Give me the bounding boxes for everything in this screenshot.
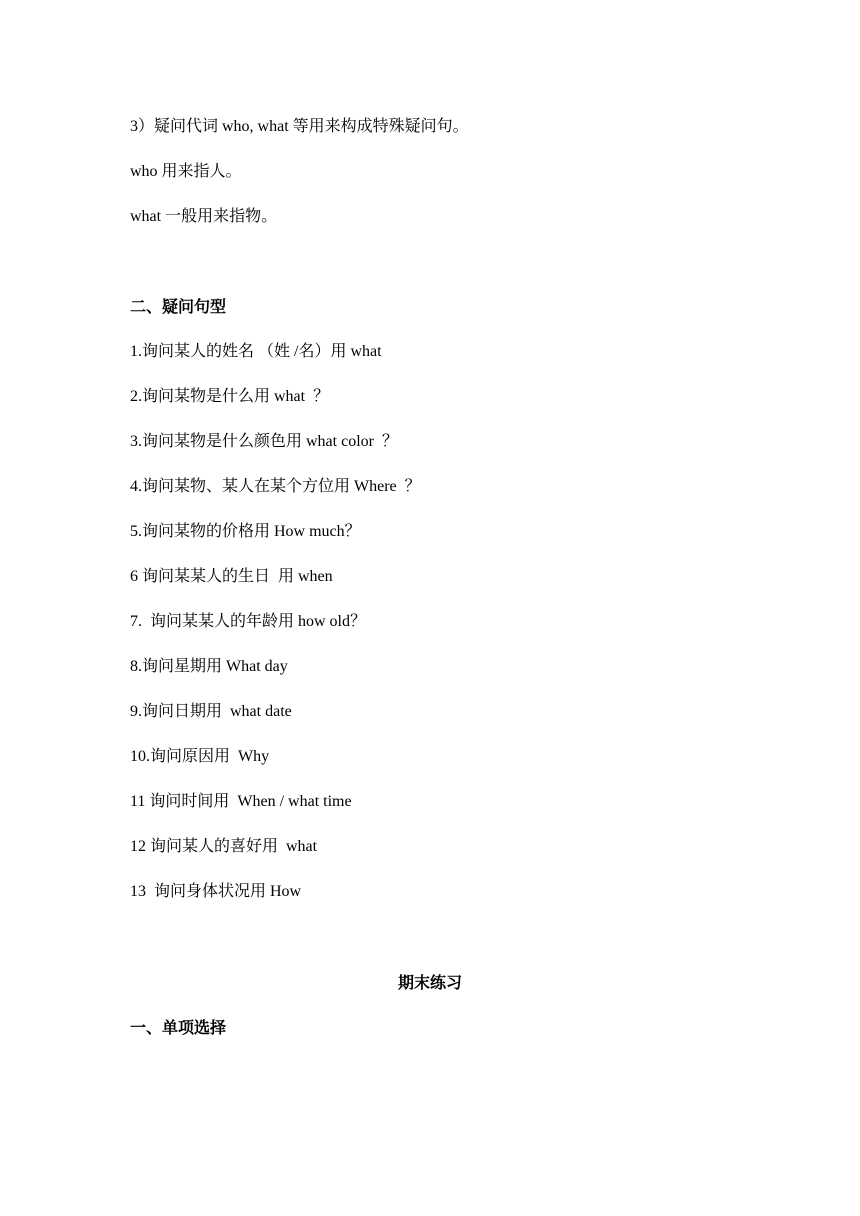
section-heading-single-choice: 一、单项选择	[130, 1018, 227, 1037]
list-item: 7. 询问某某人的年龄用 how old？	[130, 613, 367, 630]
list-item: 3.询问某物是什么颜色用 what color ？	[130, 433, 398, 450]
list-item: 6 询问某某人的生日 用 when	[130, 568, 333, 585]
list-item: 13 询问身体状况用 How	[130, 883, 302, 900]
list-item: 4.询问某物、某人在某个方位用 Where ？	[130, 478, 421, 495]
list-item: 9.询问日期用 what date	[130, 703, 292, 720]
list-item: 8.询问星期用 What day	[130, 658, 288, 675]
intro-line-1: 3）疑问代词 who, what 等用来构成特殊疑问句。	[130, 118, 469, 135]
intro-line-3: what 一般用来指物。	[130, 208, 278, 225]
list-item: 5.询问某物的价格用 How much？	[130, 523, 361, 540]
list-item: 10.询问原因用 Why	[130, 748, 270, 765]
list-item: 11 询问时间用 When / what time	[130, 793, 352, 810]
list-item: 1.询问某人的姓名 （姓 /名）用 what	[130, 343, 382, 360]
final-exercise-title: 期末练习	[397, 973, 462, 992]
section-heading-question-patterns: 二、疑问句型	[130, 297, 227, 316]
list-item: 12 询问某人的喜好用 what	[130, 838, 318, 855]
list-item: 2.询问某物是什么用 what ？	[130, 388, 330, 405]
intro-line-2: who 用来指人。	[130, 163, 242, 180]
